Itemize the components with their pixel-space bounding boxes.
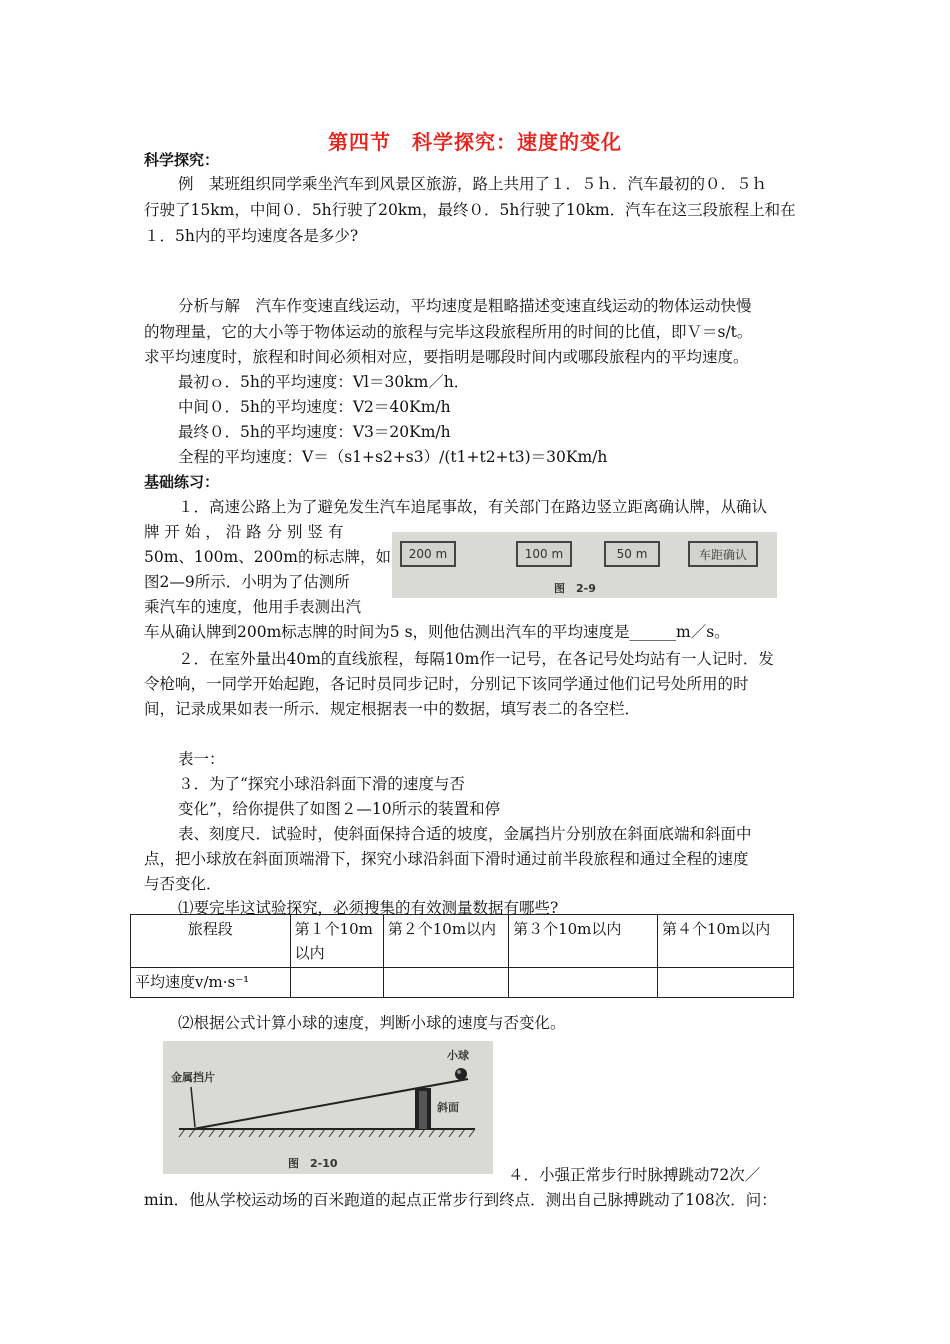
section-heading-inquiry: 科学探究： — [144, 151, 220, 169]
analysis-line-3: 求平均速度时，旅程和时间必须相对应，要指明是哪段时间内或哪段旅程内的平均速度。 — [144, 348, 749, 366]
q3-line-6: ⑴要完毕这试验探究，必须搜集的有效测量数据有哪些? — [178, 899, 559, 917]
q1-line-1: １．高速公路上为了避免发生汽车追尾事故，有关部门在路边竖立距离确认牌，从确认 — [178, 498, 768, 516]
analysis-line-5: 中间０．5h的平均速度：V2＝40Km/h — [178, 398, 451, 416]
table-header-seg3: 第３个10m以内 — [509, 915, 658, 968]
q3-line-4: 点，把小球放在斜面顶端滑下，探究小球沿斜面下滑时通过前半段旅程和通过全程的速度 — [144, 850, 749, 868]
example-line-2: 行驶了15km，中间０．5h行驶了20km，最终０．5h行驶了10km．汽车在这三段旅程上和在 — [144, 201, 796, 219]
q1-line-5: 乘汽车的速度，他用手表测出汽 — [144, 598, 362, 616]
q4-line-2: min．他从学校运动场的百米跑道的起点正常步行到终点．测出自己脉搏跳动了108次．问： — [144, 1191, 777, 1209]
label-metal-plate: 金属挡片 — [171, 1071, 215, 1084]
figure-2-10 — [163, 1041, 493, 1174]
table-row-label: 平均速度v/m·s⁻¹ — [131, 968, 291, 998]
q3-line-3: 表、刻度尺．试验时，使斜面保持合适的坡度，金属挡片分别放在斜面底端和斜面中 — [178, 825, 752, 843]
speed-table — [130, 914, 794, 998]
section-heading-practice: 基础练习： — [144, 473, 220, 491]
q1-line-6: 车从确认牌到200m标志牌的时间为5 s，则他估测出汽车的平均速度是______m／s。 — [144, 623, 730, 641]
q2-line-2: 令枪响，一同学开始起跑，各记时员同步记时，分别记下该同学通过他们记号处所用的时 — [144, 675, 749, 693]
analysis-line-2: 的物理量，它的大小等于物体运动的旅程与完毕这段旅程所用的时间的比值，即Ｖ＝s/t。 — [144, 323, 753, 341]
q3-line-2: 变化”，给你提供了如图２—10所示的装置和停 — [178, 800, 501, 818]
table-header-segment: 旅程段 — [131, 915, 291, 968]
sign-200m: 200 m — [400, 541, 456, 567]
q3-line-1: ３．为了“探究小球沿斜面下滑的速度与否 — [178, 775, 465, 793]
q2-line-1: ２．在室外量出40m的直线旅程，每隔10m作一记号，在各记号处均站有一人记时．发 — [178, 650, 774, 668]
table1-label: 表一： — [178, 750, 225, 768]
table-header-seg1: 第１个10m以内 — [290, 915, 383, 968]
page-title: 第四节 科学探究：速度的变化 — [328, 130, 622, 154]
figure-2-9-caption: 图 2-9 — [554, 582, 596, 595]
q2-line-3: 间，记录成果如表一所示．规定根据表一中的数据，填写表二的各空栏． — [144, 700, 641, 718]
q1-line-4: 图2—9所示．小明为了估测所 — [144, 573, 350, 591]
table-cell-empty[interactable] — [290, 968, 383, 998]
label-slope: 斜面 — [437, 1101, 459, 1114]
q1-line-2: 牌 开 始 ， 沿 路 分 别 竖 有 — [144, 523, 344, 541]
q4-line-1: ４．小强正常步行时脉搏跳动72次／ — [508, 1166, 761, 1184]
figure-2-10-caption: 图 2-10 — [288, 1157, 338, 1170]
analysis-line-6: 最终０．5h的平均速度：V3＝20Km/h — [178, 423, 451, 441]
q1-line-3: 50m、100m、200m的标志牌，如 — [144, 548, 391, 566]
table-header-seg2: 第２个10m以内 — [383, 915, 508, 968]
table-header-seg4: 第４个10m以内 — [657, 915, 793, 968]
label-ball: 小球 — [447, 1049, 469, 1062]
q3-line-5: 与否变化． — [144, 875, 222, 893]
analysis-line-4: 最初ｏ．5h的平均速度：Vl＝30km／h． — [178, 373, 470, 391]
table-cell-empty[interactable] — [657, 968, 793, 998]
example-line-3: １．5h内的平均速度各是多少? — [144, 227, 359, 245]
table-cell-empty[interactable] — [509, 968, 658, 998]
figure-2-9 — [392, 532, 777, 598]
sign-confirm: 车距确认 — [688, 541, 758, 567]
table-cell-empty[interactable] — [383, 968, 508, 998]
sign-50m: 50 m — [604, 541, 660, 567]
analysis-line-1: 分析与解 汽车作变速直线运动，平均速度是粗略描述变速直线运动的物体运动快慢 — [178, 297, 752, 315]
q3-part2: ⑵根据公式计算小球的速度，判断小球的速度与否变化。 — [178, 1014, 566, 1032]
example-line-1: 例 某班组织同学乘坐汽车到风景区旅游，路上共用了１．５ｈ．汽车最初的０．５ｈ — [178, 175, 768, 193]
sign-100m: 100 m — [516, 541, 572, 567]
analysis-line-7: 全程的平均速度：V＝（s1+s2+s3）/(t1+t2+t3)＝30Km/h — [178, 448, 608, 466]
